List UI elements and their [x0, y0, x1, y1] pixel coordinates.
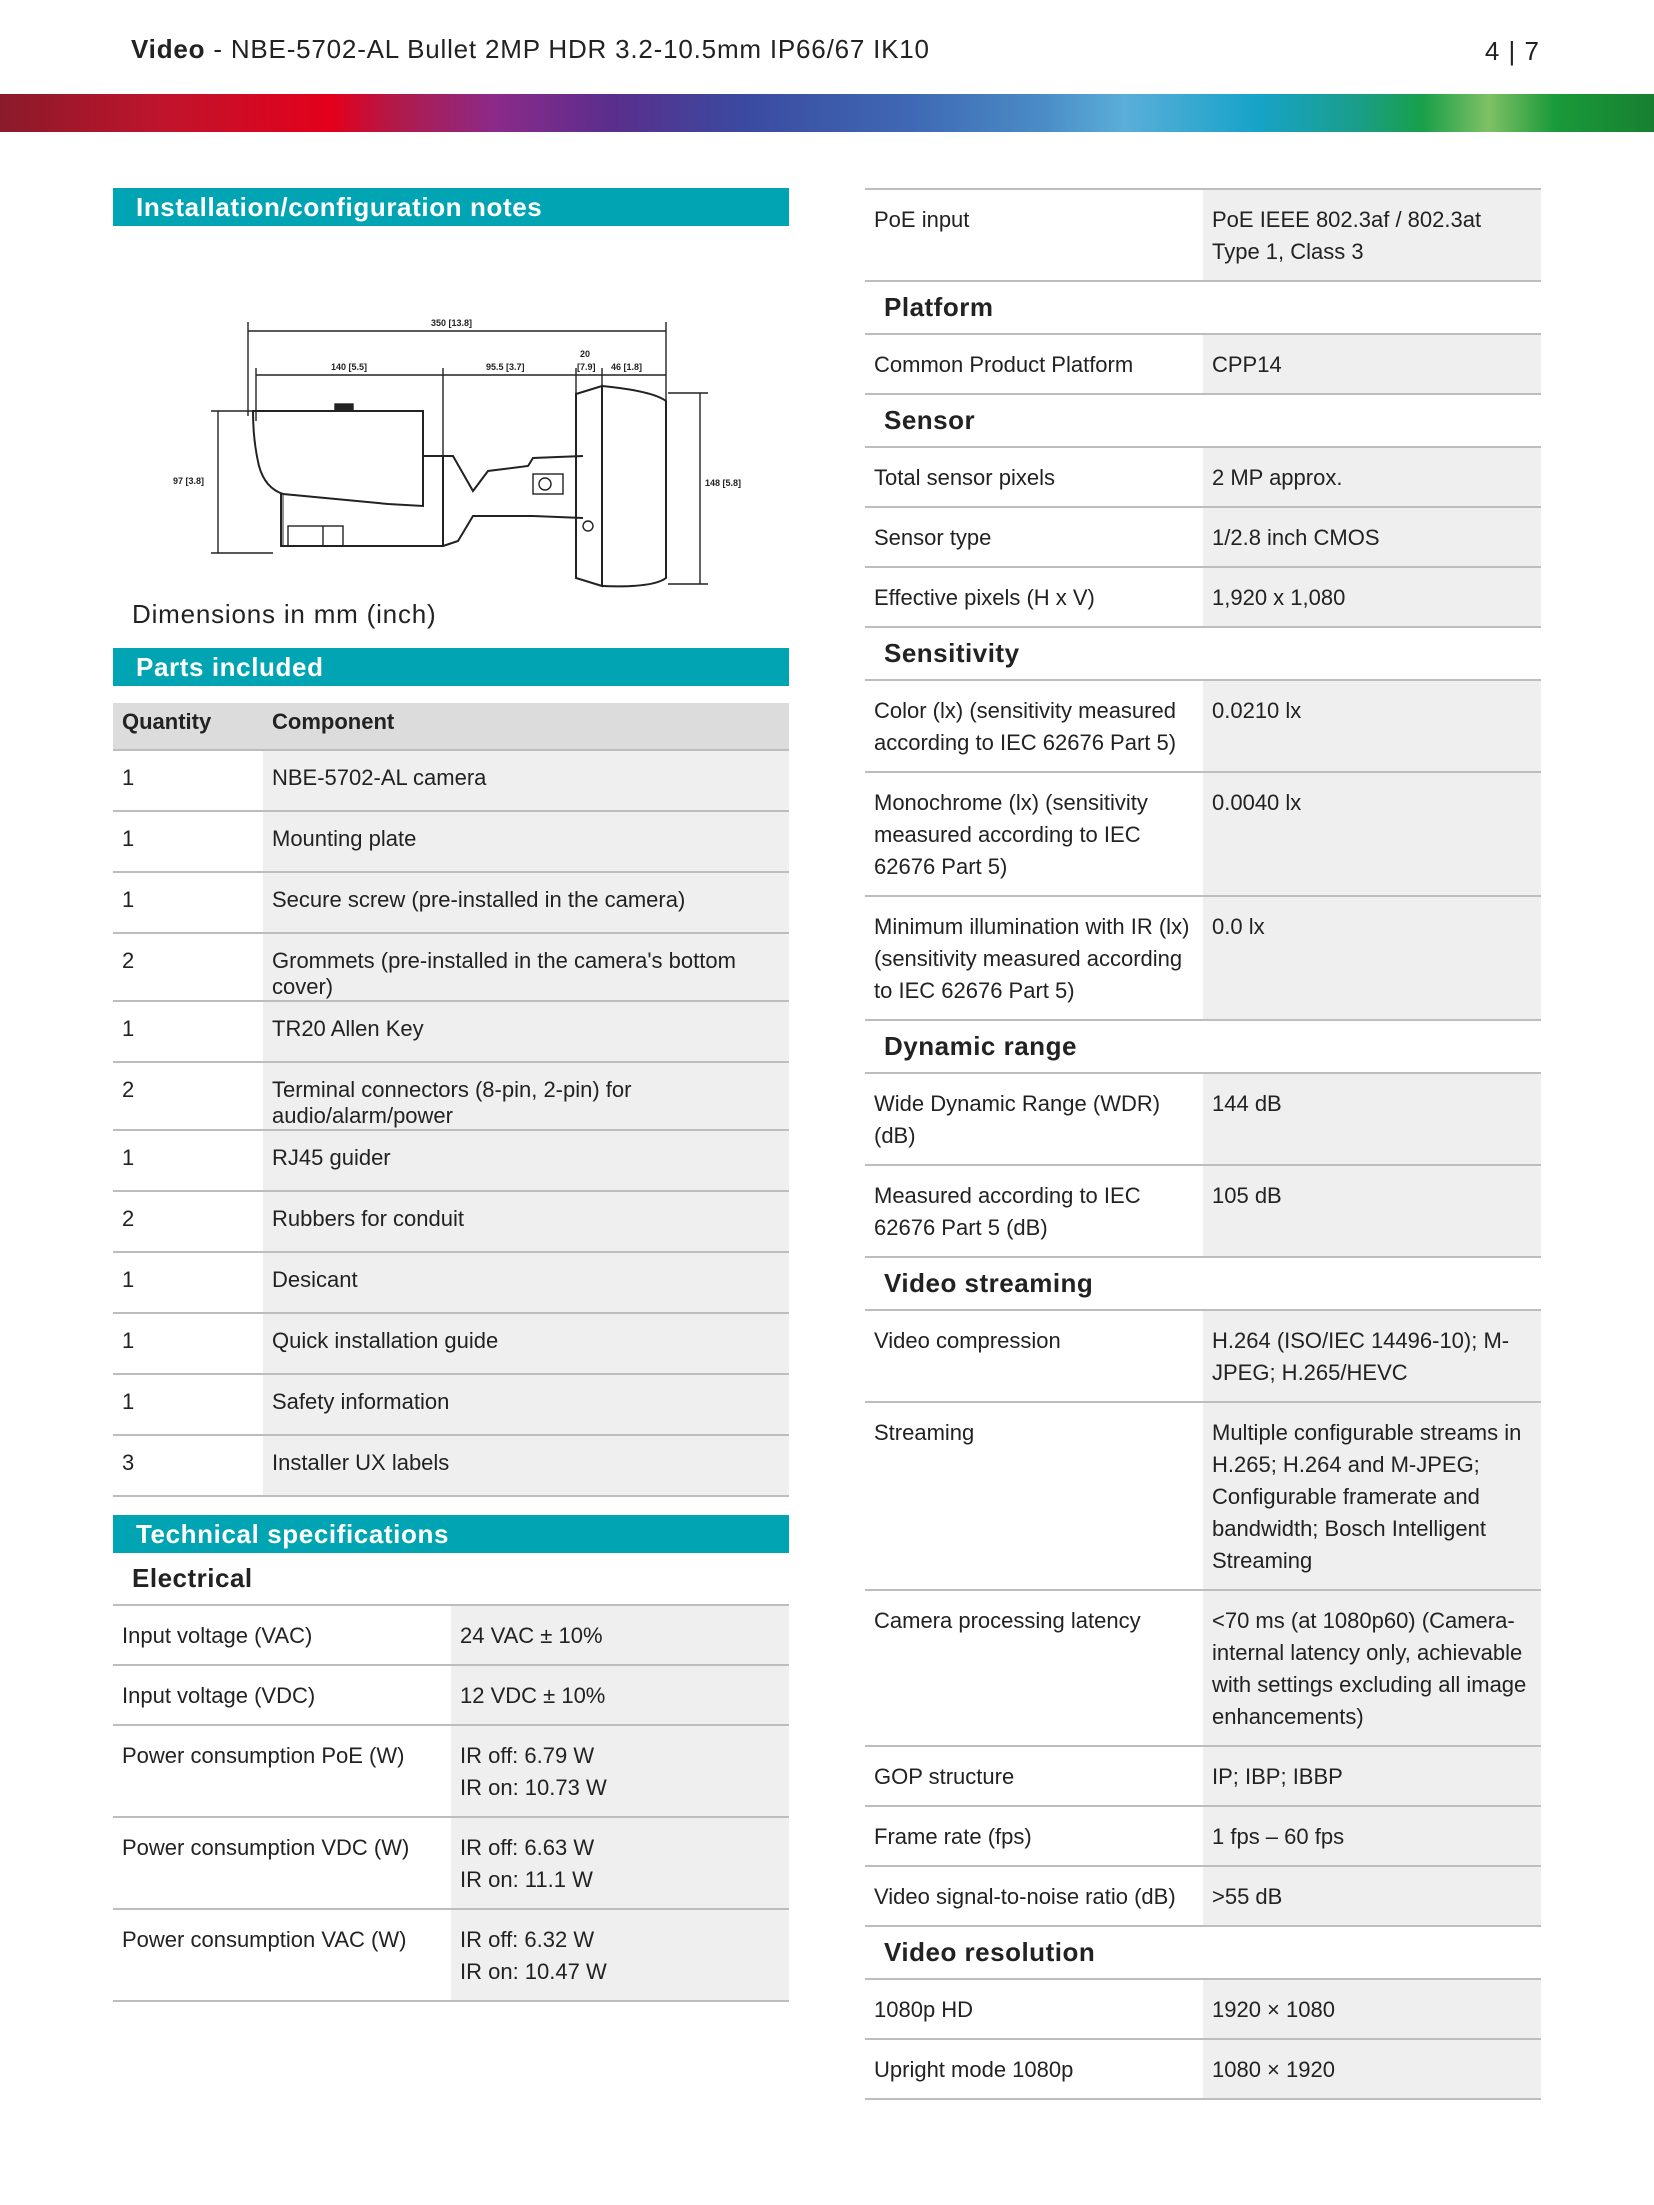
dim-back: 46 [1.8]	[611, 362, 643, 372]
table-row	[865, 1165, 1541, 1257]
table-row	[113, 1435, 789, 1496]
spec-value: 1/2.8 inch CMOS	[1203, 507, 1541, 567]
table-row	[865, 1980, 1541, 2039]
spec-label: Camera processing latency	[865, 1590, 1203, 1746]
spec-label: Color (lx) (sensitivity measured according to IEC 62676 Part 5)	[865, 681, 1203, 772]
sensitivity-title: Sensitivity	[865, 628, 1541, 681]
spec-value: 12 VDC ± 10%	[451, 1665, 789, 1725]
spec-value: >55 dB	[1203, 1866, 1541, 1926]
part-component: Quick installation guide	[263, 1313, 789, 1374]
part-component: Terminal connectors (8-pin, 2-pin) for audio/alarm/power	[263, 1062, 789, 1130]
part-qty: 1	[113, 1313, 263, 1374]
part-component: NBE-5702-AL camera	[263, 750, 789, 811]
part-qty: 1	[113, 1374, 263, 1435]
table-row	[113, 1725, 789, 1817]
table-row	[865, 1590, 1541, 1746]
header-title: - NBE-5702-AL Bullet 2MP HDR 3.2-10.5mm IP66/67 IK10	[205, 34, 930, 64]
table-row	[113, 811, 789, 872]
table-row	[865, 1074, 1541, 1165]
table-row	[113, 1130, 789, 1191]
spec-label: Monochrome (lx) (sensitivity measured according to IEC 62676 Part 5)	[865, 772, 1203, 896]
part-qty: 1	[113, 1252, 263, 1313]
part-component: Secure screw (pre-installed in the camera)	[263, 872, 789, 933]
spec-value: IR off: 6.32 W IR on: 10.47 W	[451, 1909, 789, 2001]
spec-value: PoE IEEE 802.3af / 802.3at Type 1, Class 3	[1203, 189, 1541, 281]
table-row	[865, 448, 1541, 507]
spec-value: IR off: 6.63 W IR on: 11.1 W	[451, 1817, 789, 1909]
right-column	[865, 188, 1541, 2100]
table-row	[865, 772, 1541, 896]
table-row	[113, 933, 789, 1001]
spec-label: Video compression	[865, 1311, 1203, 1402]
part-qty: 2	[113, 1062, 263, 1130]
dim-overall: 350 [13.8]	[431, 318, 473, 328]
dimension-drawing	[113, 226, 789, 592]
spec-label: Effective pixels (H x V)	[865, 567, 1203, 627]
part-component: RJ45 guider	[263, 1130, 789, 1191]
part-qty: 1	[113, 872, 263, 933]
quantity-header: Quantity	[113, 703, 263, 750]
video-resolution-title: Video resolution	[865, 1927, 1541, 1980]
dim-gap-bottom: [7.9]	[577, 362, 596, 372]
part-component: TR20 Allen Key	[263, 1001, 789, 1062]
poe-table	[865, 188, 1541, 282]
spec-label: Frame rate (fps)	[865, 1806, 1203, 1866]
part-component: Grommets (pre-installed in the camera's bottom cover)	[263, 933, 789, 1001]
table-row	[865, 1746, 1541, 1806]
part-qty: 1	[113, 811, 263, 872]
spec-label: Input voltage (VDC)	[113, 1665, 451, 1725]
spec-label: Sensor type	[865, 507, 1203, 567]
dynamic-range-title: Dynamic range	[865, 1021, 1541, 1074]
left-column	[113, 188, 789, 2002]
table-row	[865, 681, 1541, 772]
table-row	[113, 1817, 789, 1909]
electrical-table	[113, 1606, 789, 2002]
table-row	[865, 189, 1541, 281]
tech-spec-heading: Technical specifications	[113, 1515, 789, 1553]
dimensions-caption: Dimensions in mm (inch)	[132, 599, 437, 629]
table-row	[865, 1866, 1541, 1926]
spec-value: 0.0210 lx	[1203, 681, 1541, 772]
spec-label: Power consumption PoE (W)	[113, 1725, 451, 1817]
spec-value: 1 fps – 60 fps	[1203, 1806, 1541, 1866]
video-streaming-table	[865, 1311, 1541, 1927]
spec-label: Common Product Platform	[865, 335, 1203, 394]
table-row	[865, 1806, 1541, 1866]
table-row	[865, 1311, 1541, 1402]
video-resolution-table	[865, 1980, 1541, 2100]
parts-table	[113, 703, 789, 1497]
spec-label: GOP structure	[865, 1746, 1203, 1806]
spec-value: IR off: 6.79 W IR on: 10.73 W	[451, 1725, 789, 1817]
sensitivity-table	[865, 681, 1541, 1021]
spec-label: Wide Dynamic Range (WDR) (dB)	[865, 1074, 1203, 1165]
spec-label: Streaming	[865, 1402, 1203, 1590]
spec-value: 24 VAC ± 10%	[451, 1606, 789, 1665]
table-row	[865, 567, 1541, 627]
spec-value: Multiple configurable streams in H.265; H.264 and M-JPEG; Configurable framerate and bandwidth; Bosch Intelligent Streaming	[1203, 1402, 1541, 1590]
table-row	[113, 1062, 789, 1130]
spec-value: 144 dB	[1203, 1074, 1541, 1165]
table-row	[113, 1374, 789, 1435]
table-row	[113, 1252, 789, 1313]
table-row	[113, 1665, 789, 1725]
table-row	[113, 1313, 789, 1374]
spec-value: H.264 (ISO/IEC 14496-10); M-JPEG; H.265/HEVC	[1203, 1311, 1541, 1402]
table-row	[113, 1001, 789, 1062]
spec-value: 1,920 x 1,080	[1203, 567, 1541, 627]
spec-value: 1920 × 1080	[1203, 1980, 1541, 2039]
platform-table	[865, 335, 1541, 395]
part-qty: 2	[113, 933, 263, 1001]
parts-heading: Parts included	[113, 648, 789, 686]
part-qty: 1	[113, 750, 263, 811]
spec-value: <70 ms (at 1080p60) (Camera-internal latency only, achievable with settings excluding all image enhancements)	[1203, 1590, 1541, 1746]
spec-label: PoE input	[865, 189, 1203, 281]
table-row	[865, 896, 1541, 1020]
camera-dimension-svg	[113, 226, 789, 592]
installation-heading: Installation/configuration notes	[113, 188, 789, 226]
spec-value: 0.0040 lx	[1203, 772, 1541, 896]
spec-label: Power consumption VAC (W)	[113, 1909, 451, 2001]
part-component: Rubbers for conduit	[263, 1191, 789, 1252]
sensor-title: Sensor	[865, 395, 1541, 448]
sensor-table	[865, 448, 1541, 628]
table-row	[865, 335, 1541, 394]
spec-label: Power consumption VDC (W)	[113, 1817, 451, 1909]
platform-title: Platform	[865, 282, 1541, 335]
component-header: Component	[263, 703, 789, 750]
spec-label: Input voltage (VAC)	[113, 1606, 451, 1665]
parts-header-row	[113, 703, 789, 750]
page-number: 4 | 7	[1484, 36, 1540, 66]
spec-label: 1080p HD	[865, 1980, 1203, 2039]
spec-value: IP; IBP; IBBP	[1203, 1746, 1541, 1806]
spec-label: Total sensor pixels	[865, 448, 1203, 507]
table-row	[113, 750, 789, 811]
header-section: Video	[131, 34, 206, 64]
dim-gap-top: 20	[580, 349, 591, 359]
part-component: Safety information	[263, 1374, 789, 1435]
spec-value: 2 MP approx.	[1203, 448, 1541, 507]
part-qty: 1	[113, 1130, 263, 1191]
dynamic-range-table	[865, 1074, 1541, 1258]
electrical-title: Electrical	[113, 1553, 789, 1606]
part-qty: 3	[113, 1435, 263, 1496]
dim-mount: 148 [5.8]	[705, 478, 742, 488]
part-component: Mounting plate	[263, 811, 789, 872]
spec-value: 0.0 lx	[1203, 896, 1541, 1020]
part-component: Desicant	[263, 1252, 789, 1313]
table-row	[113, 1606, 789, 1665]
spec-label: Video signal-to-noise ratio (dB)	[865, 1866, 1203, 1926]
table-row	[113, 1909, 789, 2001]
table-row	[865, 2039, 1541, 2099]
spec-label: Measured according to IEC 62676 Part 5 (dB)	[865, 1165, 1203, 1257]
table-row	[113, 1191, 789, 1252]
dim-height: 97 [3.8]	[173, 476, 205, 486]
spec-value: CPP14	[1203, 335, 1541, 394]
video-streaming-title: Video streaming	[865, 1258, 1541, 1311]
spec-label: Upright mode 1080p	[865, 2039, 1203, 2099]
spec-label: Minimum illumination with IR (lx) (sensitivity measured according to IEC 62676 Part 5)	[865, 896, 1203, 1020]
part-qty: 2	[113, 1191, 263, 1252]
dim-mid: 95.5 [3.7]	[486, 362, 525, 372]
table-row	[865, 507, 1541, 567]
table-row	[113, 872, 789, 933]
dim-front: 140 [5.5]	[331, 362, 368, 372]
part-component: Installer UX labels	[263, 1435, 789, 1496]
document-header	[131, 34, 930, 65]
part-qty: 1	[113, 1001, 263, 1062]
brand-color-stripe	[0, 94, 1654, 132]
table-row	[865, 1402, 1541, 1590]
spec-value: 105 dB	[1203, 1165, 1541, 1257]
spec-value: 1080 × 1920	[1203, 2039, 1541, 2099]
